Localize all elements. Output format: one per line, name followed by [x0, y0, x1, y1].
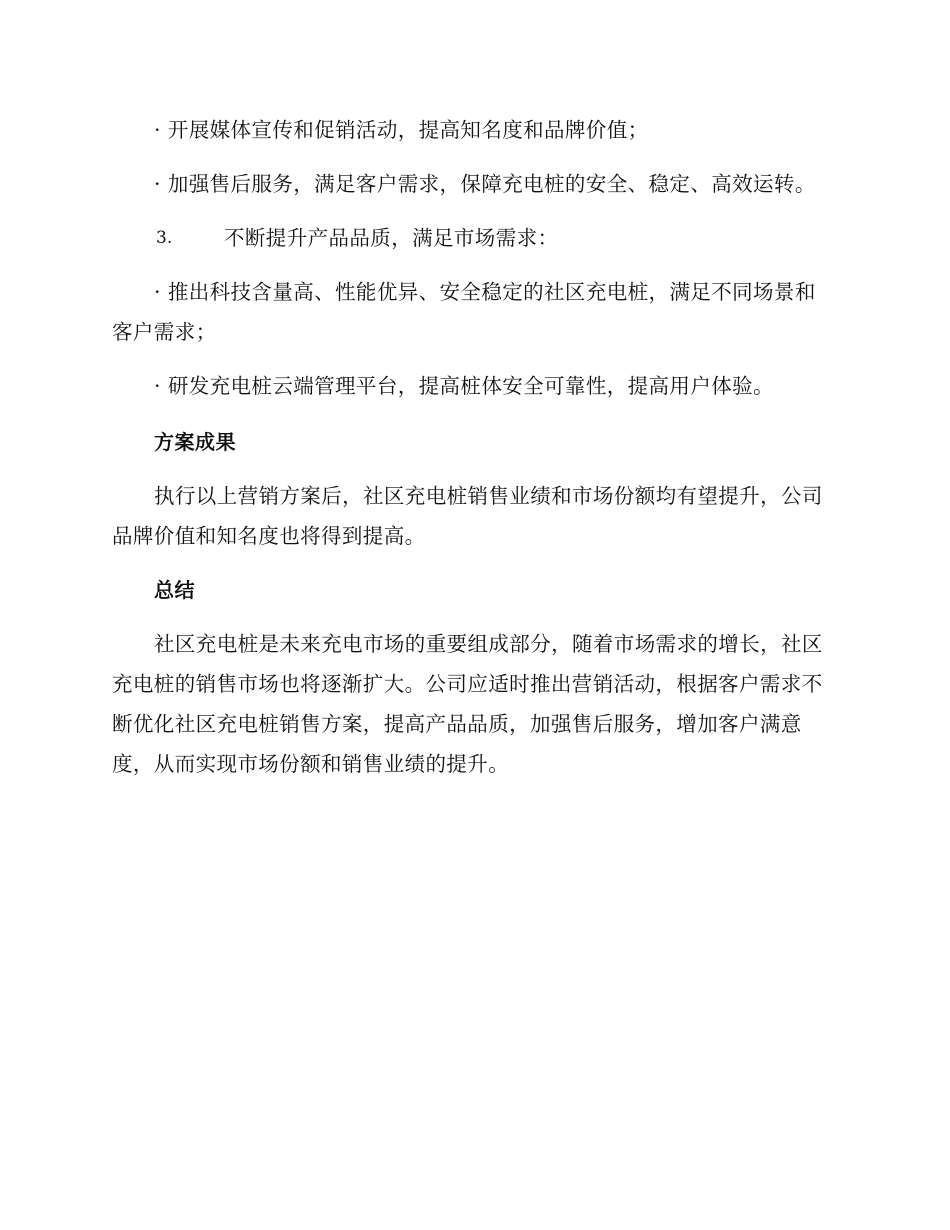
bullet-after-sales-service: · 加强售后服务，满足客户需求，保障充电桩的安全、稳定、高效运转。 [154, 172, 816, 196]
numbered-item-3 [112, 218, 828, 258]
item-number: 3. [156, 228, 173, 248]
bullet-cloud-platform: · 研发充电桩云端管理平台，提高桩体安全可靠性，提高用户体验。 [154, 374, 774, 398]
bullet-media-promotion: · 开展媒体宣传和促销活动，提高知名度和品牌价值； [154, 118, 649, 142]
results-paragraph: 执行以上营销方案后，社区充电桩销售业绩和市场份额均有望提升，公司品牌价值和知名度也将得到提高。 [112, 484, 823, 548]
summary-paragraph: 社区充电桩是未来充电市场的重要组成部分，随着市场需求的增长，社区充电桩的销售市场也将逐渐扩大。公司应适时推出营销活动，根据客户需求不断优化社区充电桩销售方案，提高产品品质，加强售后服务，增加客户满意度，从而实现市场份额和销售业绩的提升。 [112, 632, 823, 776]
summary-heading: 总结 [154, 578, 195, 602]
bullet-product-launch: · 推出科技含量高、性能优异、安全稳定的社区充电桩，满足不同场景和客户需求； [112, 280, 816, 344]
item-text: 不断提升产品品质，满足市场需求： [224, 226, 559, 250]
document-body [112, 110, 828, 784]
results-heading: 方案成果 [154, 430, 236, 454]
